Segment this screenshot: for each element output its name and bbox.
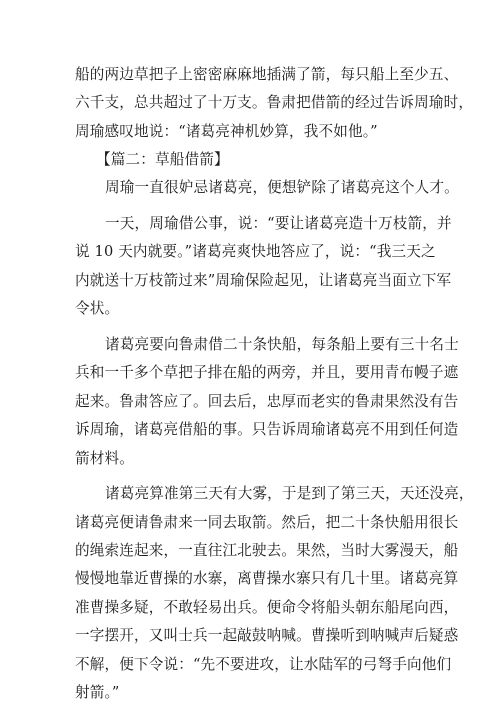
text-line: 令状。: [75, 300, 120, 317]
text-line: 射箭。”: [75, 684, 120, 701]
text-line: 周瑜感叹地说：“诸葛亮神机妙算，我不如他。”: [75, 123, 378, 140]
text-line: 诉周瑜，诸葛亮借船的事。只告诉周瑜诸葛亮不用到任何造: [75, 421, 459, 438]
text-line: 船的两边草把子上密密麻麻地插满了箭，每只船上至少五、: [75, 66, 459, 83]
text-line: 诸葛亮要向鲁肃借二十条快船，每条船上要有三十名士: [105, 336, 459, 353]
text-line: 六千支，总共超过了十万支。鲁肃把借箭的经过告诉周瑜时，: [75, 94, 474, 111]
text-line: 周瑜一直很妒忌诸葛亮，便想铲除了诸葛亮这个人才。: [105, 179, 459, 196]
text-line: 一字摆开，又叫士兵一起敲鼓呐喊。曹操听到呐喊声后疑惑: [75, 627, 459, 644]
text-line: 慢慢地靠近曹操的水寨，离曹操水寨只有几十里。诸葛亮算: [75, 570, 459, 587]
section-title: 【篇二：草船借箭】: [96, 151, 229, 168]
text-line: 箭材料。: [75, 450, 134, 467]
text-line: 的绳索连起来，一直往江北驶去。果然，当时大雾漫天，船: [75, 542, 459, 559]
text-line: 内就送十万枝箭过来”周瑜保险起见，让诸葛亮当面立下军: [75, 272, 452, 289]
text-line: 准曹操多疑，不敢轻易出兵。便命令将船头朝东船尾向西，: [75, 599, 459, 616]
text-line: 一天，周瑜借公事，说：“要让诸葛亮造十万枝箭，并: [105, 215, 452, 232]
text-line: 不解，便下令说：“先不要进攻，让水陆军的弓弩手向他们: [75, 656, 452, 673]
text-line: 起来。鲁肃答应了。回去后，忠厚而老实的鲁肃果然没有告: [75, 393, 459, 410]
text-line: 兵和一千多个草把子排在船的两旁，并且，要用青布幔子遮: [75, 364, 459, 381]
text-line: 诸葛亮算准第三天有大雾，于是到了第三天，天还没亮，: [105, 485, 474, 502]
text-line: 说 10 天内就要。”诸葛亮爽快地答应了，说：“我三天之: [75, 243, 436, 260]
text-line: 诸葛亮便请鲁肃来一同去取箭。然后，把二十条快船用很长: [75, 514, 459, 531]
